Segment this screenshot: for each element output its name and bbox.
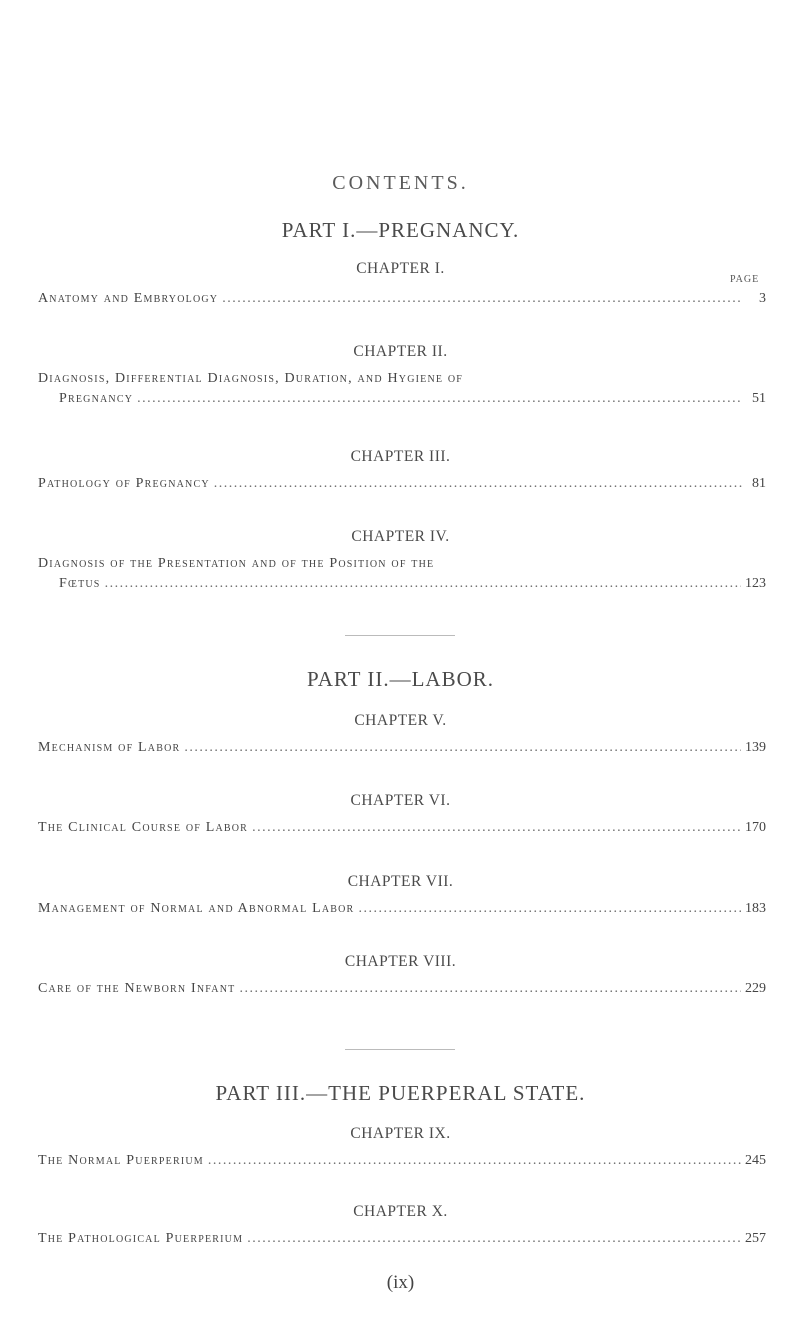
toc-entry: [38, 740, 766, 756]
toc-entry: [38, 981, 766, 997]
leader-dots: [247, 1231, 741, 1247]
entry-title: The Normal Puerperium: [38, 1153, 204, 1168]
chapter-heading: CHAPTER I.: [356, 260, 445, 277]
leader-dots: [252, 820, 741, 836]
page-column-label: PAGE: [730, 274, 760, 285]
toc-entry: [38, 1153, 766, 1169]
entry-title-line1: Diagnosis of the Presentation and of the Position of the: [38, 556, 435, 571]
part-title: PART I.—PREGNANCY.: [281, 218, 520, 242]
chapter-heading: CHAPTER VIII.: [344, 953, 457, 970]
entry-title: Mechanism of Labor: [38, 740, 181, 755]
entry-title: Fœtus: [59, 576, 101, 591]
chapter-heading: CHAPTER VII.: [347, 873, 454, 890]
page-number: 81: [752, 476, 766, 491]
entry-title: Care of the Newborn Infant: [38, 981, 236, 996]
chapter-heading: CHAPTER III.: [350, 448, 451, 465]
toc-entry: [38, 901, 766, 917]
toc-entry: [38, 476, 766, 492]
leader-dots: [208, 1153, 741, 1169]
entry-title: Pathology of Pregnancy: [38, 476, 210, 491]
toc-entry: [38, 371, 766, 407]
chapter-heading: CHAPTER VI.: [350, 792, 451, 809]
leader-dots: [214, 476, 742, 492]
chapter-heading: CHAPTER II.: [353, 343, 448, 360]
page-number: 229: [745, 981, 766, 996]
entry-title: Anatomy and Embryology: [38, 291, 219, 306]
page-number: 123: [745, 576, 766, 591]
toc-entry: [38, 820, 766, 836]
page-number: 139: [745, 740, 766, 755]
section-divider: [345, 1049, 455, 1050]
page-number: 245: [745, 1153, 766, 1168]
page-number: 3: [759, 291, 766, 306]
page-folio: (ix): [386, 1272, 415, 1293]
leader-dots: [105, 576, 741, 592]
chapter-heading: CHAPTER V.: [354, 712, 447, 729]
part-title: PART II.—LABOR.: [306, 667, 495, 691]
chapter-heading: CHAPTER IV.: [351, 528, 450, 545]
leader-dots: [137, 391, 742, 407]
leader-dots: [358, 901, 741, 917]
page-number: 170: [745, 820, 766, 835]
toc-entry: [38, 1231, 766, 1247]
leader-dots: [222, 291, 742, 307]
leader-dots: [239, 981, 741, 997]
toc-entry: [38, 556, 766, 592]
toc-entry: [38, 291, 766, 307]
section-divider: [345, 635, 455, 636]
page-number: 51: [752, 391, 766, 406]
entry-title: The Pathological Puerperium: [38, 1231, 244, 1246]
entry-title: Pregnancy: [59, 391, 134, 406]
entry-title-line1: Diagnosis, Differential Diagnosis, Duration, and Hygiene of: [38, 371, 464, 386]
contents-heading: CONTENTS.: [332, 172, 469, 194]
chapter-heading: CHAPTER IX.: [350, 1125, 451, 1142]
page-number: 257: [745, 1231, 766, 1246]
leader-dots: [184, 740, 741, 756]
part-title: PART III.—THE PUERPERAL STATE.: [215, 1081, 586, 1105]
chapter-heading: CHAPTER X.: [353, 1203, 448, 1220]
entry-title: Management of Normal and Abnormal Labor: [38, 901, 355, 916]
entry-title: The Clinical Course of Labor: [38, 820, 249, 835]
page-number: 183: [745, 901, 766, 916]
